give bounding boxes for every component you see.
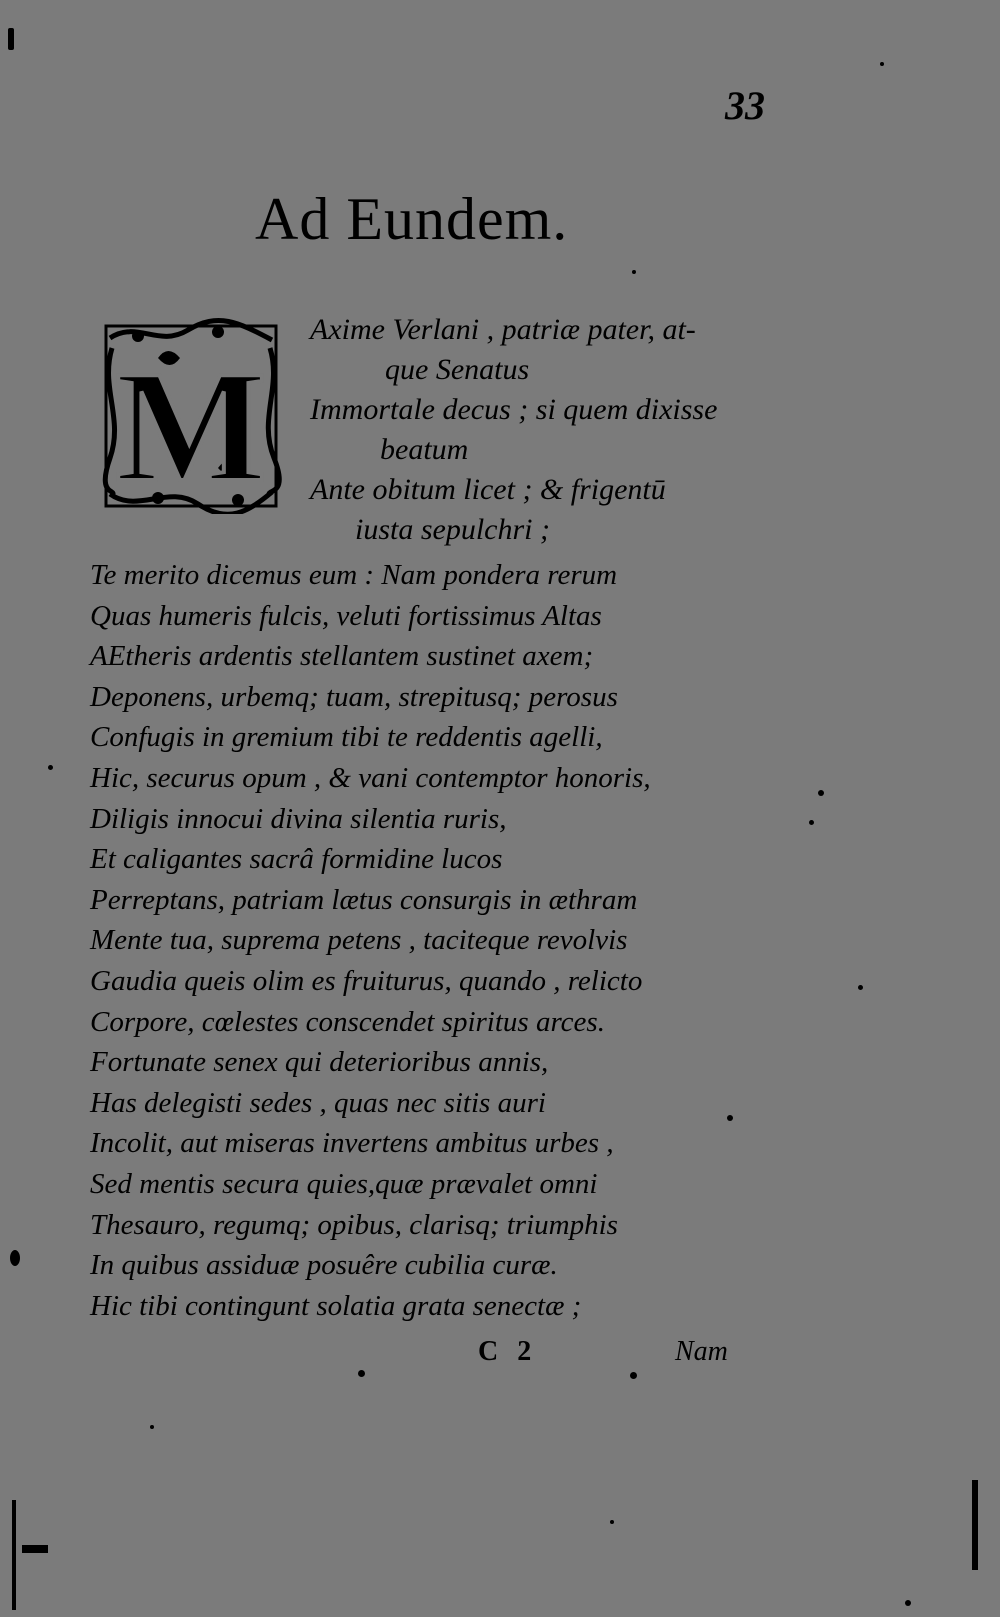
poem-line: Hic, securus opum , & vani contemptor honoris, [90, 761, 651, 794]
poem-line: Incolit, aut miseras invertens ambitus urbes , [90, 1127, 614, 1160]
poem-line: Hic tibi contingunt solatia grata senectæ ; [90, 1289, 582, 1322]
initial-letter: M [115, 337, 267, 514]
poem-line: Sed mentis secura quies,quæ prævalet omni [90, 1167, 598, 1200]
left-edge-mark [12, 1500, 16, 1610]
lead-line: beatum [380, 433, 469, 466]
lead-stanza [310, 310, 717, 550]
decorated-initial-m [98, 318, 284, 514]
page-title: Ad Eundem. [255, 186, 569, 252]
poem-line: Quas humeris fulcis, veluti fortissimus Altas [90, 599, 602, 632]
poem-line: Perreptans, patriam lætus consurgis in æthram [90, 883, 638, 916]
poem-line: Mente tua, suprema petens , taciteque revolvis [90, 924, 628, 957]
poem-line: Deponens, urbemq; tuam, strepitusq; perosus [90, 680, 618, 713]
lead-line: Ante obitum licet ; & frigentū [310, 473, 666, 506]
poem-line: Has delegisti sedes , quas nec sitis auri [90, 1086, 546, 1119]
poem-line: Et caligantes sacrâ formidine lucos [90, 843, 503, 876]
poem-line: In quibus assiduæ posuêre cubilia curæ. [90, 1249, 558, 1282]
poem-line: Thesauro, regumq; opibus, clarisq; triumphis [90, 1208, 618, 1241]
lead-line: iusta sepulchri ; [355, 513, 550, 546]
poem-line: AEtheris ardentis stellantem sustinet axem; [90, 640, 594, 673]
lead-line: que Senatus [385, 353, 530, 386]
poem-line: Corpore, cœlestes conscendet spiritus arces. [90, 1005, 605, 1038]
ornament-initial-icon [98, 318, 284, 514]
poem-line: Confugis in gremium tibi te reddentis agelli, [90, 721, 603, 754]
poem-body [90, 555, 651, 1326]
page-number: 33 [725, 83, 765, 128]
catchword: Nam [675, 1336, 728, 1367]
poem-line: Diligis innocui divina silentia ruris, [90, 802, 507, 835]
right-edge-mark [972, 1480, 978, 1570]
signature-mark: C 2 [478, 1336, 538, 1367]
poem-line: Gaudia queis olim es fruiturus, quando , relicto [90, 964, 643, 997]
lead-line: Axime Verlani , patriæ pater, at- [310, 313, 696, 346]
poem-line: Te merito dicemus eum : Nam pondera rerum [90, 559, 618, 591]
poem-line: Fortunate senex qui deterioribus annis, [90, 1046, 549, 1079]
lead-line: Immortale decus ; si quem dixisse [310, 393, 718, 426]
left-edge-blot [22, 1545, 48, 1553]
